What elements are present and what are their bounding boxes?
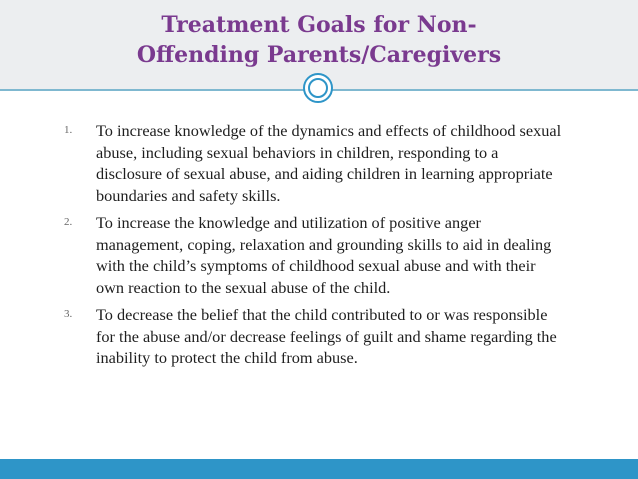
list-item [64, 212, 564, 298]
bottom-accent-bar [0, 459, 638, 479]
item-text: To increase the knowledge and utilization of positive anger management, coping, relaxation and grounding skills to aid in dealing with the child’s symptoms of childhood sexual abuse and with their own reaction to the sexual abuse of the child. [96, 213, 552, 297]
title-line-1: Treatment Goals for Non- [161, 12, 477, 38]
item-number: 3. [64, 308, 73, 320]
item-number: 1. [64, 124, 73, 136]
goals-list [64, 120, 564, 375]
item-text: To decrease the belief that the child contributed to or was responsible for the abuse and/or decrease feelings of guilt and shame regarding the inability to protect the child from abuse. [96, 305, 557, 367]
title-line-2: Offending Parents/Caregivers [136, 42, 502, 68]
circle-ornament-icon [303, 73, 333, 103]
list-item [64, 304, 564, 369]
slide-title [30, 10, 608, 70]
item-text: To increase knowledge of the dynamics and effects of childhood sexual abuse, including sexual behaviors in children, responding to a disclosure of sexual abuse, and aiding children in learning appropriate boundaries and safety skills. [96, 121, 562, 205]
list-item [64, 120, 564, 206]
item-number: 2. [64, 216, 73, 228]
